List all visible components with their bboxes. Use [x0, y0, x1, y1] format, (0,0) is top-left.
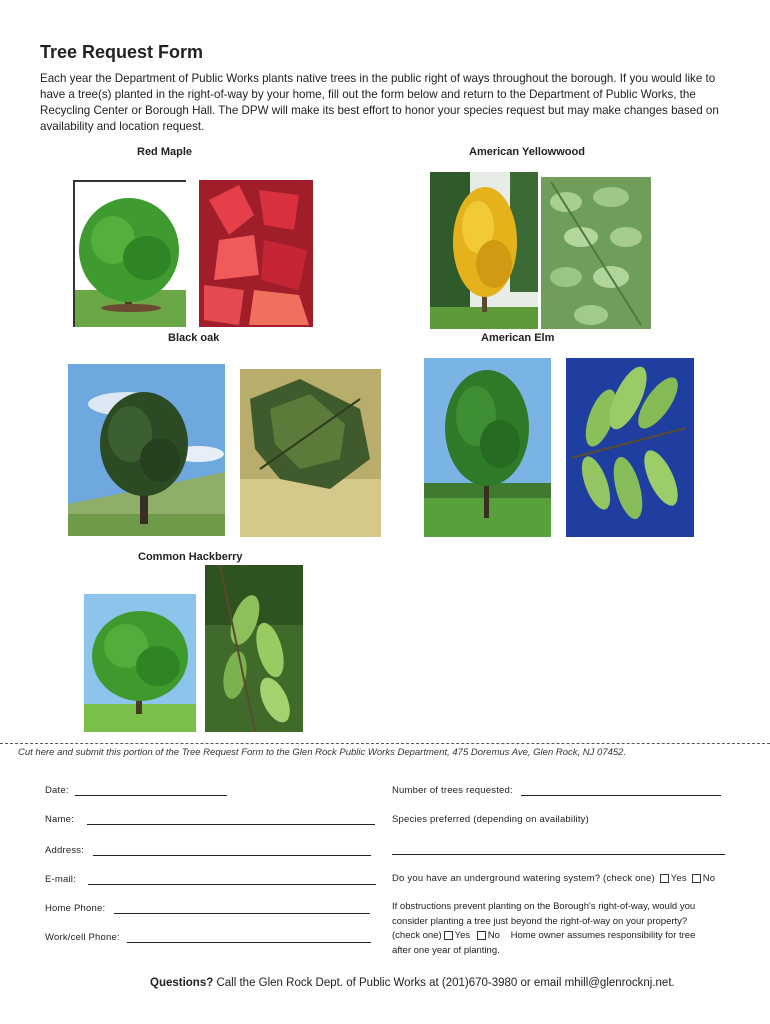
number-of-trees-label: Number of trees requested:: [392, 785, 513, 796]
common-hackberry-leaf-photo: [205, 565, 303, 732]
home-phone-field[interactable]: [45, 903, 370, 914]
obstruction-no-label: No: [487, 930, 500, 941]
watering-system-question: [392, 873, 715, 884]
watering-question-text: Do you have an underground watering system? (check one): [392, 873, 655, 884]
american-elm-leaf-photo: [566, 358, 694, 537]
questions-contact-text: Call the Glen Rock Dept. of Public Works at (201)670-3980 or email mhill@glenrocknj.net.: [216, 977, 675, 989]
address-field[interactable]: [45, 845, 371, 856]
questions-footer: [150, 977, 675, 989]
name-field[interactable]: [45, 814, 375, 825]
name-input-line[interactable]: [87, 814, 375, 825]
common-hackberry-label: Common Hackberry: [138, 551, 243, 563]
work-phone-label: Work/cell Phone:: [45, 932, 120, 943]
cut-line-divider: [0, 743, 770, 744]
american-yellowwood-label: American Yellowwood: [469, 146, 585, 158]
black-oak-label: Black oak: [168, 332, 220, 344]
page-title: Tree Request Form: [40, 42, 204, 62]
number-of-trees-input-line[interactable]: [521, 785, 721, 796]
obstruction-check-label: (check one): [392, 930, 442, 941]
address-input-line[interactable]: [93, 845, 371, 856]
watering-no-label: No: [702, 873, 716, 884]
american-elm-label: American Elm: [481, 332, 555, 344]
date-label: Date:: [45, 785, 69, 796]
work-phone-field[interactable]: [45, 932, 371, 943]
watering-yes-checkbox[interactable]: [660, 874, 669, 883]
number-of-trees-field[interactable]: [392, 785, 721, 796]
common-hackberry-tree-photo: [84, 594, 196, 732]
intro-paragraph: Each year the Department of Public Works plants native trees in the public right of ways throughout the borough. If you would like to have a tree(s) planted in the right-of-way by your home, fill out the form below and return to the Department of Public Works, the Recycling Center or Borough Hall. The DPW will make its best effort to honor your species request but may make changes based on availability and location request.: [40, 72, 719, 133]
cut-instruction: Cut here and submit this portion of the Tree Request Form to the Glen Rock Public Works Department, 475 Doremus Ave, Glen Rock, NJ 07452.: [18, 747, 627, 758]
date-input-line[interactable]: [75, 785, 227, 796]
email-field[interactable]: [45, 874, 376, 885]
obstruction-question: [392, 900, 732, 958]
email-input-line[interactable]: [88, 874, 376, 885]
watering-yes-label: Yes: [670, 873, 687, 884]
red-maple-tree-photo: [73, 180, 186, 327]
black-oak-leaf-photo: [240, 369, 381, 537]
home-phone-input-line[interactable]: [114, 903, 370, 914]
obstruction-yes-checkbox[interactable]: [444, 931, 453, 940]
name-label: Name:: [45, 814, 74, 825]
obstruction-line-4: after one year of planting.: [392, 944, 500, 956]
work-phone-input-line[interactable]: [127, 932, 371, 943]
email-label: E-mail:: [45, 874, 76, 885]
american-yellowwood-tree-photo: [430, 172, 538, 329]
watering-no-checkbox[interactable]: [692, 874, 701, 883]
american-elm-tree-photo: [424, 358, 551, 537]
obstruction-note: Home owner assumes responsibility for tree: [510, 930, 696, 941]
red-maple-leaf-photo: [199, 180, 313, 327]
american-yellowwood-leaf-photo: [541, 177, 651, 329]
species-preferred-label: Species preferred (depending on availability): [392, 814, 590, 825]
black-oak-tree-photo: [68, 364, 225, 536]
date-field[interactable]: [45, 785, 227, 796]
obstruction-line-1: If obstructions prevent planting on the Borough's right-of-way, would you: [392, 901, 696, 912]
address-label: Address:: [45, 845, 85, 856]
red-maple-label: Red Maple: [137, 146, 193, 158]
species-input-line[interactable]: [392, 854, 725, 855]
obstruction-no-checkbox[interactable]: [477, 931, 486, 940]
questions-bold-label: Questions?: [150, 977, 214, 989]
home-phone-label: Home Phone:: [45, 903, 106, 914]
obstruction-line-2: consider planting a tree just beyond the right-of-way on your property?: [392, 915, 688, 927]
obstruction-yes-label: Yes: [454, 930, 471, 941]
